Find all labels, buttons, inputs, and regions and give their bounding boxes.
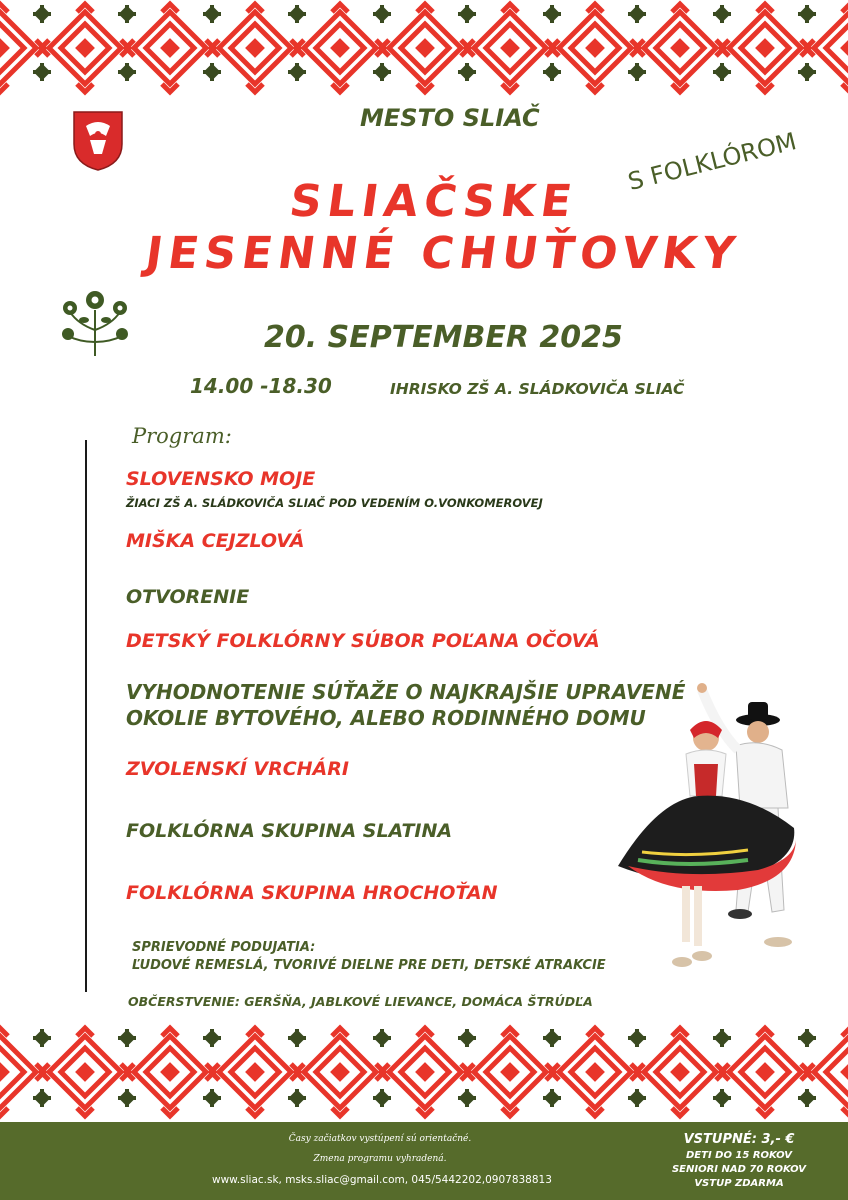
- title-subtitle: S FOLKLÓROM: [625, 127, 800, 196]
- program-item-1: SLOVENSKO MOJE: [126, 468, 316, 490]
- side-events-label: SPRIEVODNÉ PODUJATIA:: [132, 940, 316, 955]
- entry-fee-line-1: DETI DO 15 ROKOV: [685, 1150, 793, 1161]
- entry-fee-title: VSTUPNÉ: 3,- €: [683, 1132, 795, 1147]
- footer-bar: [0, 1122, 848, 1200]
- program-item-4: DETSKÝ FOLKLÓRNY SÚBOR POĽANA OČOVÁ: [126, 630, 600, 652]
- refreshments: OBČERSTVENIE: GERŠŇA, JABLKOVÉ LIEVANCE, DOMÁCA ŠTRÚDĽA: [128, 994, 593, 1009]
- title-line-1: SLIAČSKE: [286, 176, 581, 227]
- footer-note-1: Časy začiatkov vystúpení sú orientačné.: [288, 1134, 472, 1144]
- event-time: 14.00 -18.30: [190, 374, 332, 398]
- event-venue: IHRISKO ZŠ A. SLÁDKOVIČA SLIAČ: [390, 380, 685, 398]
- program-item-7: FOLKLÓRNA SKUPINA SLATINA: [126, 820, 453, 842]
- program-item-3: OTVORENIE: [126, 586, 250, 608]
- folk-flower-ornament-icon: [58, 280, 132, 358]
- program-vertical-line: [85, 440, 87, 992]
- side-events: ĽUDOVÉ REMESLÁ, TVORIVÉ DIELNE PRE DETI, DETSKÉ ATRAKCIE: [132, 958, 606, 973]
- program-item-2: MIŠKA CEJZLOVÁ: [126, 530, 305, 552]
- title-line-2: JESENNÉ CHUŤOVKY: [142, 228, 744, 279]
- program-label: Program:: [132, 424, 232, 448]
- program-item-8: FOLKLÓRNA SKUPINA HROCHOŤAN: [126, 882, 498, 904]
- event-date: 20. SEPTEMBER 2025: [264, 320, 623, 355]
- program-item-6: ZVOLENSKÍ VRCHÁRI: [126, 758, 349, 780]
- program-item-1-note: ŽIACI ZŠ A. SLÁDKOVIČA SLIAČ POD VEDENÍM O.VONKOMEROVEJ: [126, 496, 543, 510]
- entry-fee-line-2: SENIORI NAD 70 ROKOV: [671, 1164, 806, 1175]
- program-item-5-line-1: VYHODNOTENIE SÚŤAŽE O NAJKRAJŠIE UPRAVENÉ: [126, 680, 686, 704]
- folk-dancers-image: [598, 680, 798, 976]
- town-name: MESTO SLIAČ: [360, 104, 540, 132]
- bottom-ornament-band: [0, 1024, 848, 1120]
- entry-fee-line-3: VSTUP ZDARMA: [694, 1178, 784, 1189]
- footer-contact[interactable]: www.sliac.sk, msks.sliac@gmail.com, 045/5442202,0907838813: [212, 1174, 552, 1186]
- top-ornament-band: [0, 0, 848, 96]
- program-item-5-line-2: OKOLIE BYTOVÉHO, ALEBO RODINNÉHO DOMU: [126, 706, 646, 730]
- footer-note-2: Zmena programu vyhradená.: [313, 1154, 447, 1164]
- coat-of-arms-icon: [72, 110, 124, 172]
